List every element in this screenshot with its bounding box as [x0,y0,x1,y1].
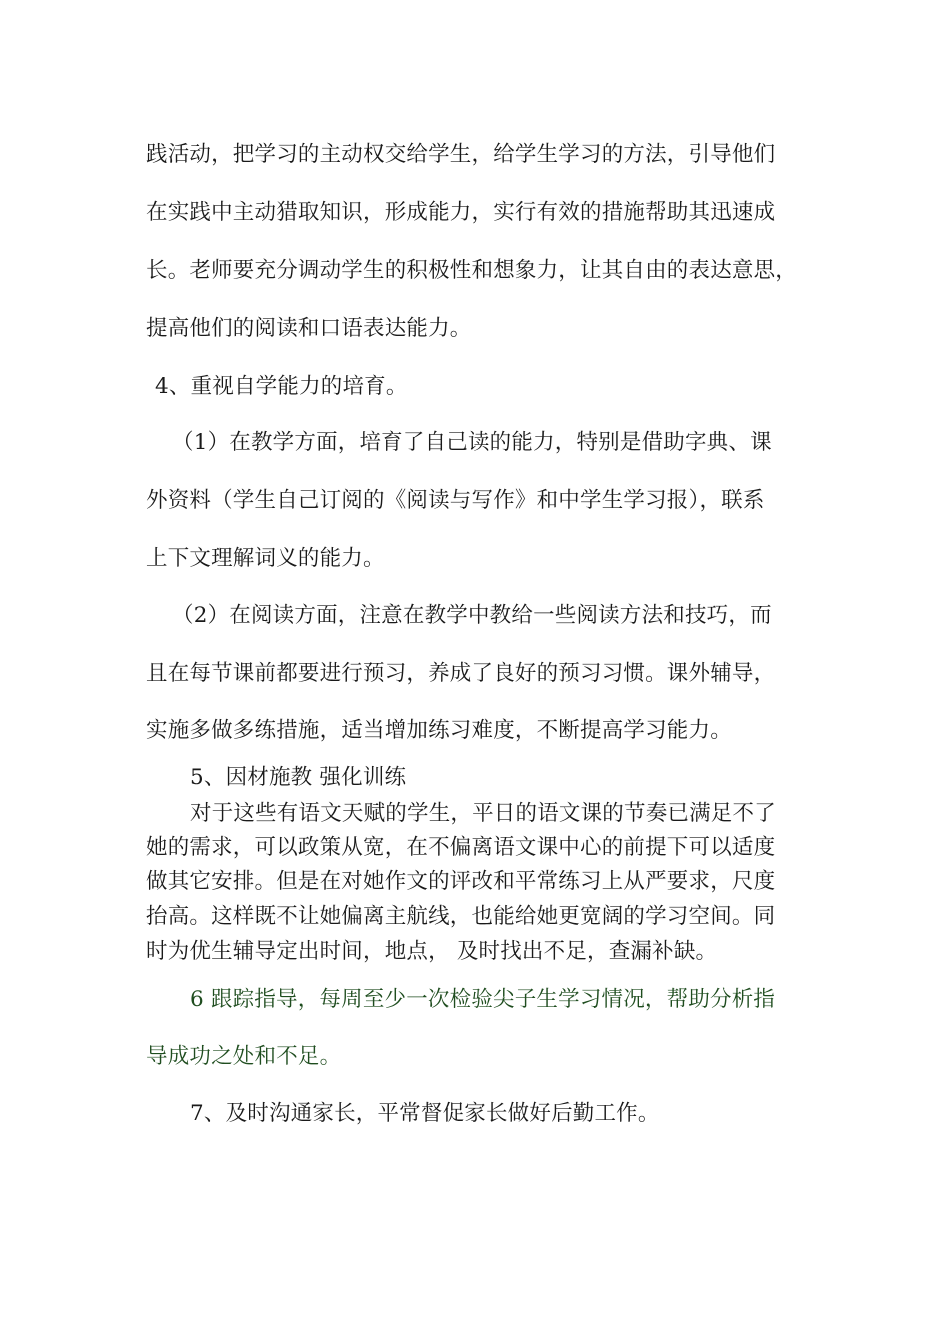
paragraph-line: 抬高。这样既不让她偏离主航线，也能给她更宽阔的学习空间。同 [146,904,776,929]
paragraph-line: 上下文理解词义的能力。 [146,546,385,571]
section-heading-5: 5、因材施教 强化训练 [190,765,407,790]
paragraph-line: 6 跟踪指导，每周至少一次检验尖子生学习情况，帮助分析指 [190,987,776,1012]
paragraph-line: 践活动，把学习的主动权交给学生，给学生学习的方法，引导他们 [146,142,776,167]
paragraph-line: 提高他们的阅读和口语表达能力。 [146,316,472,341]
paragraph-line: 长。老师要充分调动学生的积极性和想象力，让其自由的表达意思， [146,258,798,283]
paragraph-line: 7、及时沟通家长，平常督促家长做好后勤工作。 [190,1101,660,1126]
paragraph-line: （1）在教学方面，培育了自己读的能力，特别是借助字典、课 [172,430,772,455]
paragraph-line: 导成功之处和不足。 [146,1044,342,1069]
paragraph-line: （2）在阅读方面，注意在教学中教给一些阅读方法和技巧，而 [172,603,772,628]
section-heading-4: 4、重视自学能力的培育。 [155,374,408,399]
paragraph-line: 实施多做多练措施，适当增加练习难度，不断提高学习能力。 [146,718,732,743]
paragraph-line: 对于这些有语文天赋的学生，平日的语文课的节奏已满足不了 [190,801,776,826]
paragraph-line: 且在每节课前都要进行预习，养成了良好的预习习惯。课外辅导， [146,661,776,686]
paragraph-line: 在实践中主动猎取知识，形成能力，实行有效的措施帮助其迅速成 [146,200,776,225]
paragraph-line: 外资料（学生自己订阅的《阅读与写作》和中学生学习报），联系 [146,488,765,513]
paragraph-line: 她的需求，可以政策从宽，在不偏离语文课中心的前提下可以适度 [146,835,776,860]
paragraph-line: 做其它安排。但是在对她作文的评改和平常练习上从严要求，尺度 [146,869,776,894]
paragraph-line: 时为优生辅导定出时间，地点， 及时找出不足，查漏补缺。 [146,939,718,964]
